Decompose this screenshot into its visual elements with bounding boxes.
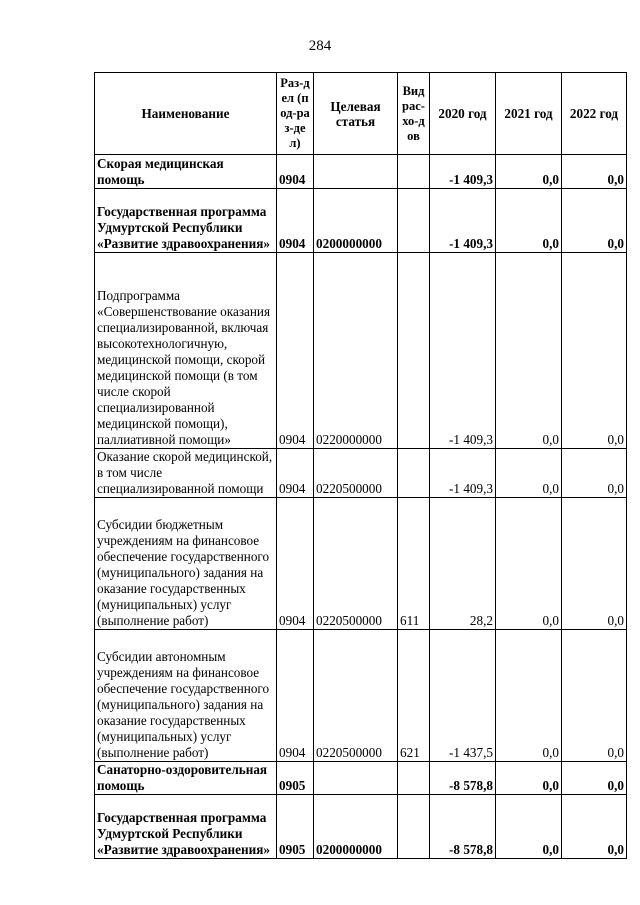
cell-type: 611	[398, 498, 430, 630]
cell-y2020: -1 409,3	[430, 189, 496, 253]
cell-name: Государственная программа Удмуртской Республики «Развитие здравоохранения»	[95, 189, 277, 253]
cell-y2022: 0,0	[562, 253, 627, 449]
cell-y2020: -8 578,8	[430, 795, 496, 859]
cell-type	[398, 189, 430, 253]
cell-section: 0905	[277, 762, 314, 795]
cell-y2022: 0,0	[562, 762, 627, 795]
header-section-label: Раз-дел (под-раз-дел)	[280, 76, 310, 150]
table-body	[95, 155, 627, 859]
cell-y2020: -8 578,8	[430, 762, 496, 795]
header-section	[277, 73, 314, 155]
table-row	[95, 630, 627, 762]
cell-y2022: 0,0	[562, 449, 627, 498]
table-row	[95, 498, 627, 630]
cell-type	[398, 449, 430, 498]
cell-target: 0200000000	[314, 795, 398, 859]
cell-y2022: 0,0	[562, 630, 627, 762]
cell-y2021: 0,0	[496, 449, 562, 498]
table-row	[95, 155, 627, 189]
cell-y2021: 0,0	[496, 189, 562, 253]
header-target: Целевая статья	[314, 73, 398, 155]
cell-y2020: 28,2	[430, 498, 496, 630]
header-2021: 2021 год	[496, 73, 562, 155]
cell-section: 0904	[277, 189, 314, 253]
table-row	[95, 795, 627, 859]
cell-y2020: -1 437,5	[430, 630, 496, 762]
cell-name: Скорая медицинская помощь	[95, 155, 277, 189]
table-row	[95, 449, 627, 498]
cell-y2022: 0,0	[562, 498, 627, 630]
cell-y2020: -1 409,3	[430, 155, 496, 189]
cell-target	[314, 155, 398, 189]
cell-y2022: 0,0	[562, 795, 627, 859]
cell-y2021: 0,0	[496, 155, 562, 189]
header-2020: 2020 год	[430, 73, 496, 155]
cell-section: 0904	[277, 449, 314, 498]
cell-target: 0220000000	[314, 253, 398, 449]
cell-name: Подпрограмма «Совершенствование оказания специализированной, включая высокотехнологичную, медицинской помощи, скорой медицинской помощи (в том числе скорой специализированной медицинской помощи), паллиативной помощи»	[95, 253, 277, 449]
cell-section: 0905	[277, 795, 314, 859]
header-type	[398, 73, 430, 155]
cell-target: 0220500000	[314, 630, 398, 762]
cell-target: 0200000000	[314, 189, 398, 253]
cell-type	[398, 155, 430, 189]
header-2022: 2022 год	[562, 73, 627, 155]
cell-y2022: 0,0	[562, 155, 627, 189]
cell-section: 0904	[277, 253, 314, 449]
table-row	[95, 253, 627, 449]
cell-target	[314, 762, 398, 795]
cell-name: Оказание скорой медицинской, в том числе специализированной помощи	[95, 449, 277, 498]
table-header-row	[95, 73, 627, 155]
cell-y2022: 0,0	[562, 189, 627, 253]
cell-type	[398, 762, 430, 795]
cell-y2021: 0,0	[496, 253, 562, 449]
cell-y2021: 0,0	[496, 762, 562, 795]
table-row	[95, 762, 627, 795]
cell-type: 621	[398, 630, 430, 762]
cell-y2021: 0,0	[496, 630, 562, 762]
cell-section: 0904	[277, 630, 314, 762]
cell-type	[398, 253, 430, 449]
cell-name: Государственная программа Удмуртской Республики «Развитие здравоохранения»	[95, 795, 277, 859]
header-type-label: Вид рас-хо-дов	[402, 83, 425, 143]
cell-target: 0220500000	[314, 449, 398, 498]
header-name: Наименование	[95, 73, 277, 155]
cell-name: Санаторно-оздоровительная помощь	[95, 762, 277, 795]
cell-y2020: -1 409,3	[430, 449, 496, 498]
budget-table	[94, 72, 627, 859]
cell-type	[398, 795, 430, 859]
cell-y2021: 0,0	[496, 795, 562, 859]
page-number: 284	[308, 38, 332, 54]
cell-target: 0220500000	[314, 498, 398, 630]
cell-y2020: -1 409,3	[430, 253, 496, 449]
cell-section: 0904	[277, 498, 314, 630]
cell-section: 0904	[277, 155, 314, 189]
table-row	[95, 189, 627, 253]
cell-name: Субсидии бюджетным учреждениям на финансовое обеспечение государственного (муниципального) задания на оказание государственных (муниципальных) услуг (выполнение работ)	[95, 498, 277, 630]
cell-y2021: 0,0	[496, 498, 562, 630]
cell-name: Субсидии автономным учреждениям на финансовое обеспечение государственного (муниципального) задания на оказание государственных (муниципальных) услуг (выполнение работ)	[95, 630, 277, 762]
